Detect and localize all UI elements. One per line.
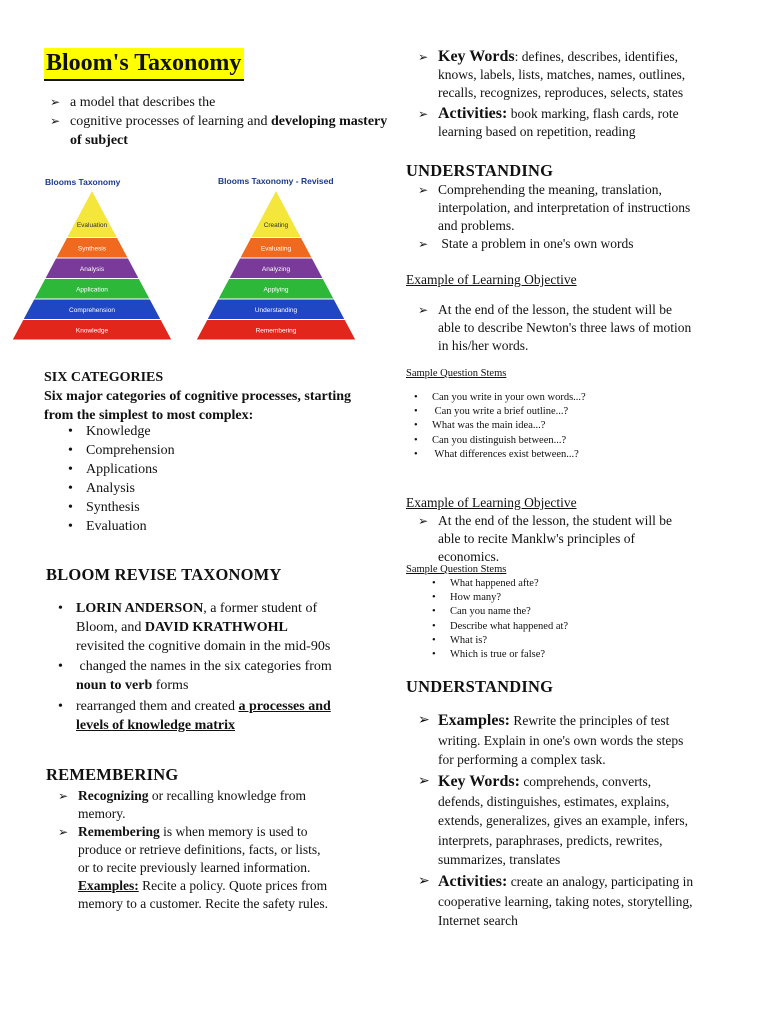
pyramid-level-label: Evaluating (260, 245, 292, 253)
key-words-item: ➢ Key Words: defines, describes, identifies, knows, labels, lists, matches, names, outlines, recalls, recognizes, reproduces, selects, states (418, 48, 686, 100)
remembering-item: ➢ Remembering is when memory is used to produce or retrieve definitions, facts, or lists, or to recite previously learned information. Examples: Recite a policy. Quote prices from memory to a customer. Recite the safety rules. (58, 824, 329, 911)
revise-item: • rearranged them and created a processes and levels of knowledge matrix (58, 699, 331, 733)
understanding-heading: UNDERSTANDING (406, 677, 554, 696)
arrow-bullet-icon: ➢ (418, 713, 430, 728)
arrow-bullet-icon: ➢ (418, 50, 429, 64)
remembering-item: ➢ Recognizing or recalling knowledge from memory. (58, 788, 306, 821)
understanding-item: ➢ Comprehending the meaning, translation, interpolation, and interpretation of instructions and problems. (418, 182, 691, 233)
question-stem: • Can you write a brief outline...? (414, 406, 569, 417)
arrow-bullet-icon: ➢ (418, 874, 430, 889)
category-item: • Comprehension (68, 443, 175, 458)
question-stem: • Can you distinguish between...? (414, 435, 567, 446)
revise-item: • changed the names in the six categories from noun to verb forms (58, 659, 332, 693)
left-pyramid-title: Blooms Taxonomy (45, 177, 121, 187)
pyramid-level-label: Analyzing (261, 265, 291, 273)
question-stem: • What is? (432, 635, 488, 646)
pyramid-level-label: Synthesis (77, 245, 107, 253)
arrow-bullet-icon: ➢ (50, 95, 61, 109)
category-item: • Synthesis (68, 500, 140, 515)
arrow-bullet-icon: ➢ (58, 789, 69, 803)
remembering-heading: REMEMBERING (46, 765, 179, 784)
pyramid-level (251, 190, 302, 238)
page-title: Bloom's Taxonomy (44, 48, 244, 81)
left-pyramid (12, 190, 172, 340)
six-subheading: Six major categories of cognitive processes, starting from the simplest to most complex: (44, 389, 352, 423)
pyramid-level-label: Creating (263, 222, 289, 230)
category-item: • Analysis (68, 481, 135, 496)
activities-item: ➢ Activities: create an analogy, participating in cooperative learning, taking notes, storytelling, Internet search (418, 873, 694, 928)
pyramid-level-label: Comprehension (69, 306, 115, 314)
examples-item: ➢ Examples: Rewrite the principles of test writing. Explain in one's own words the steps for performing a complex task. (418, 712, 684, 767)
pyramid-level-label: Application (76, 286, 108, 294)
key-words-item: ➢ Key Words: comprehends, converts, defends, distinguishes, estimates, explains, extends, generalizes, gives an example, infers, interprets, paraphrases, predicts, rewrites, summarizes, translates (418, 773, 689, 867)
six-heading: SIX CATEGORIES (44, 370, 164, 385)
arrow-bullet-icon: ➢ (58, 825, 69, 839)
arrow-bullet-icon: ➢ (418, 303, 429, 317)
learning-objective-label: Example of Learning Objective (406, 495, 577, 510)
question-stems-label: Sample Question Stems (406, 368, 507, 379)
arrow-bullet-icon: ➢ (418, 514, 429, 528)
right-pyramid (196, 190, 356, 340)
revise-item: • LORIN ANDERSON, a former student of Bloom, and DAVID KRATHWOHL revisited the cognitive domain in the mid-90s (58, 601, 331, 654)
understanding-heading: UNDERSTANDING (406, 161, 554, 180)
arrow-bullet-icon: ➢ (418, 107, 429, 121)
intro-item: ➢ a model that describes the (50, 95, 216, 110)
question-stem: • What differences exist between...? (414, 449, 579, 460)
category-item: • Evaluation (68, 519, 147, 534)
pyramid-level (67, 190, 118, 238)
arrow-bullet-icon: ➢ (418, 774, 430, 789)
six-categories (44, 368, 364, 425)
learning-objective-label: Example of Learning Objective (406, 272, 577, 287)
pyramid-level-label: Analysis (79, 265, 105, 273)
question-stem: • What happened afte? (432, 578, 539, 589)
question-stem: • How many? (432, 592, 502, 603)
arrow-bullet-icon: ➢ (418, 183, 429, 197)
right-pyramid-title: Blooms Taxonomy - Revised (218, 176, 334, 186)
understanding-item: ➢ State a problem in one's own words (418, 236, 634, 251)
question-stem: • What was the main idea...? (414, 420, 546, 431)
pyramid-level-label: Applying (263, 286, 289, 294)
objective-item: ➢ At the end of the lesson, the student will be able to describe Newton's three laws of motion in his/her words. (418, 302, 692, 353)
question-stem: • Can you name the? (432, 606, 531, 617)
pyramid-level-label: Knowledge (75, 327, 109, 335)
arrow-bullet-icon: ➢ (418, 237, 429, 251)
pyramid-level-label: Evaluation (76, 222, 108, 230)
activities-item: ➢ Activities: book marking, flash cards, rote learning based on repetition, reading (418, 105, 679, 139)
pyramid-diagram (10, 168, 356, 346)
intro-item: ➢ cognitive processes of learning and developing mastery of subject (50, 114, 388, 148)
pyramid-level-label: Understanding (254, 306, 298, 314)
question-stems-label: Sample Question Stems (406, 564, 507, 575)
category-item: • Applications (68, 462, 158, 477)
question-stem: • Describe what happened at? (432, 621, 569, 632)
revise-heading: BLOOM REVISE TAXONOMY (46, 565, 282, 584)
objective-item: ➢ At the end of the lesson, the student will be able to recite Manklw's principles of economics. (418, 513, 672, 564)
question-stem: • Can you write in your own words...? (414, 392, 586, 403)
arrow-bullet-icon: ➢ (50, 114, 61, 128)
pyramid-level-label: Remembering (255, 327, 297, 335)
question-stem: • Which is true or false? (432, 649, 546, 660)
category-item: • Knowledge (68, 424, 151, 439)
